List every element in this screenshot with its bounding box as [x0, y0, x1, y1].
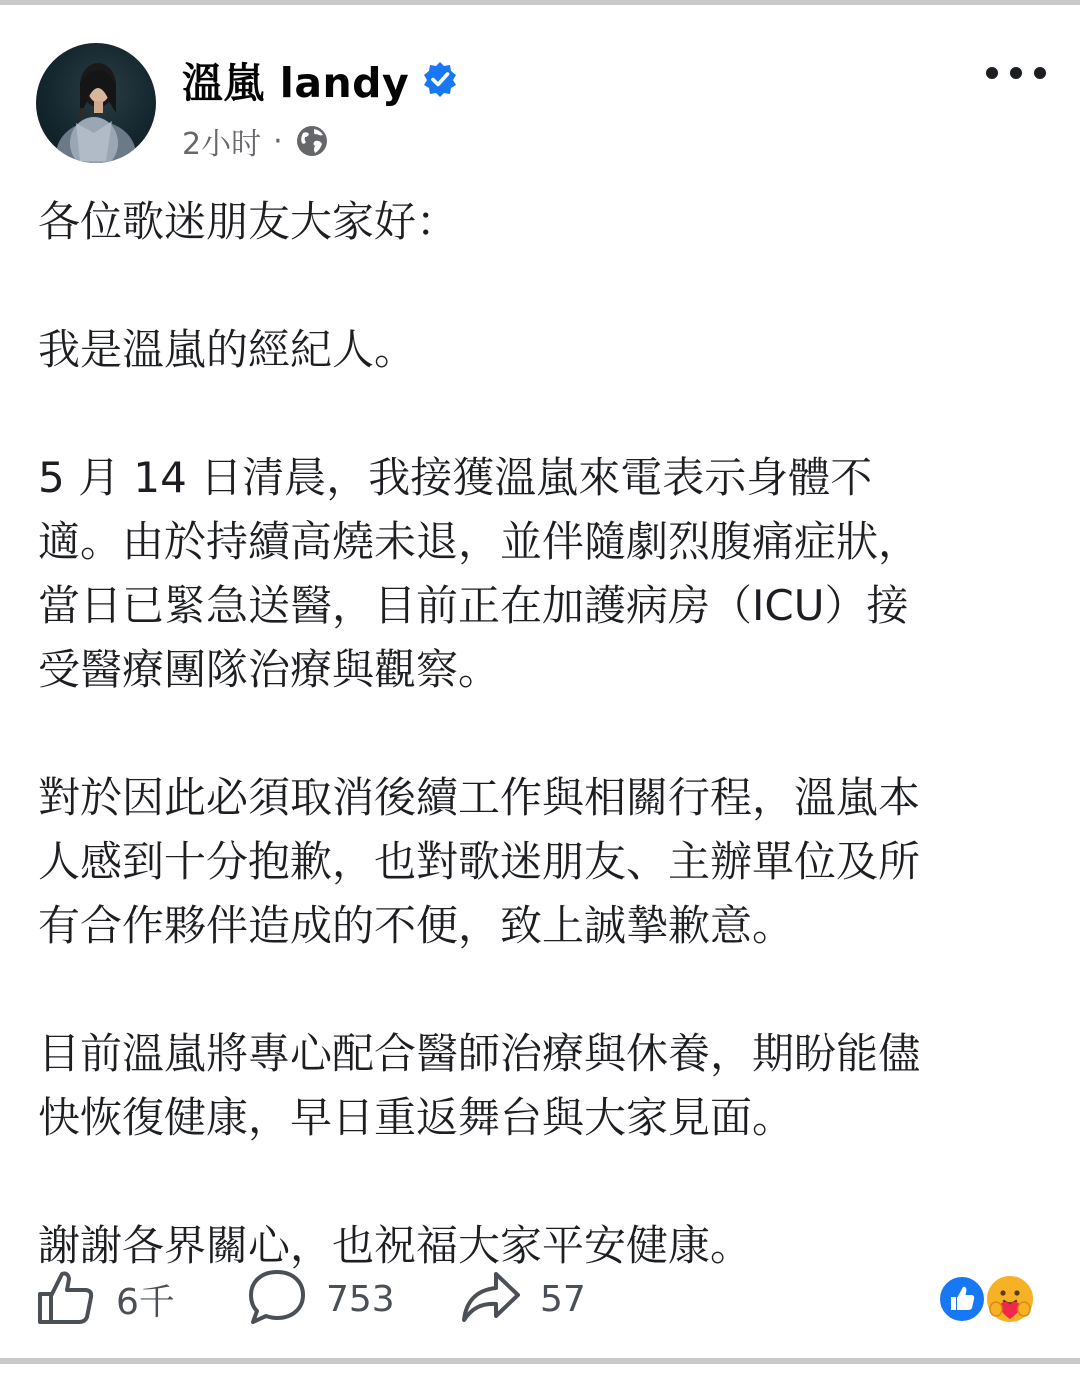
facebook-post [0, 5, 1080, 1358]
post-line: 5 月 14 日清晨，我接獲溫嵐來電表示身體不 [38, 453, 873, 502]
author-name[interactable]: 溫嵐 landy [182, 58, 410, 107]
post-paragraph [38, 1022, 1048, 1150]
meta-separator: · [273, 123, 283, 159]
comment-count: 753 [326, 1278, 395, 1320]
post-line: 對於因此必須取消後續工作與相關行程，溫嵐本 [38, 773, 921, 822]
post-time[interactable]: 2小时 [182, 127, 262, 162]
post-line: 受醫療團隊治療與觀察。 [38, 645, 501, 694]
post-line: 人感到十分抱歉，也對歌迷朋友、主辦單位及所 [38, 837, 921, 886]
post-paragraph [38, 318, 1048, 382]
post-line: 我是溫嵐的經紀人。 [38, 325, 417, 374]
author-row [182, 49, 459, 109]
post-line: 當日已緊急送醫，目前正在加護病房（ICU）接 [38, 581, 909, 630]
more-options-icon[interactable] [986, 53, 1046, 93]
thumbs-up-icon [36, 1266, 98, 1332]
post-line: 各位歌迷朋友大家好： [38, 197, 459, 246]
care-reaction-icon [984, 1273, 1036, 1325]
share-arrow-icon [460, 1266, 522, 1332]
more-dot [986, 67, 998, 79]
post-line: 目前溫嵐將專心配合醫師治療與休養，期盼能儘 [38, 1029, 921, 1078]
post-line: 適。由於持續高燒未退，並伴隨劇烈腹痛症狀， [38, 517, 921, 566]
like-count: 6千 [116, 1281, 175, 1323]
like-button[interactable] [36, 1261, 175, 1337]
comment-button[interactable] [246, 1261, 395, 1337]
post-paragraph [38, 190, 1048, 254]
globe-icon[interactable] [295, 124, 329, 158]
reaction-summary[interactable] [938, 1269, 1038, 1329]
post-paragraph [38, 766, 1048, 958]
more-dot [1034, 67, 1046, 79]
comment-bubble-icon [246, 1266, 308, 1332]
post-header [36, 43, 1046, 173]
post-actions [36, 1261, 1046, 1337]
post-line: 有合作夥伴造成的不便，致上誠摯歉意。 [38, 901, 795, 950]
like-reaction-icon [938, 1275, 986, 1323]
post-meta [182, 119, 329, 163]
more-dot [1010, 67, 1022, 79]
avatar[interactable] [36, 43, 156, 163]
share-count: 57 [540, 1278, 586, 1320]
post-line: 快恢復健康，早日重返舞台與大家見面。 [38, 1093, 795, 1142]
post-body [38, 190, 1048, 1278]
bottom-divider [0, 1358, 1080, 1364]
post-paragraph [38, 446, 1048, 702]
share-button[interactable] [460, 1261, 586, 1337]
verified-badge-icon [421, 60, 459, 98]
post-line: 謝謝各界關心，也祝福大家平安健康。 [38, 1221, 753, 1270]
